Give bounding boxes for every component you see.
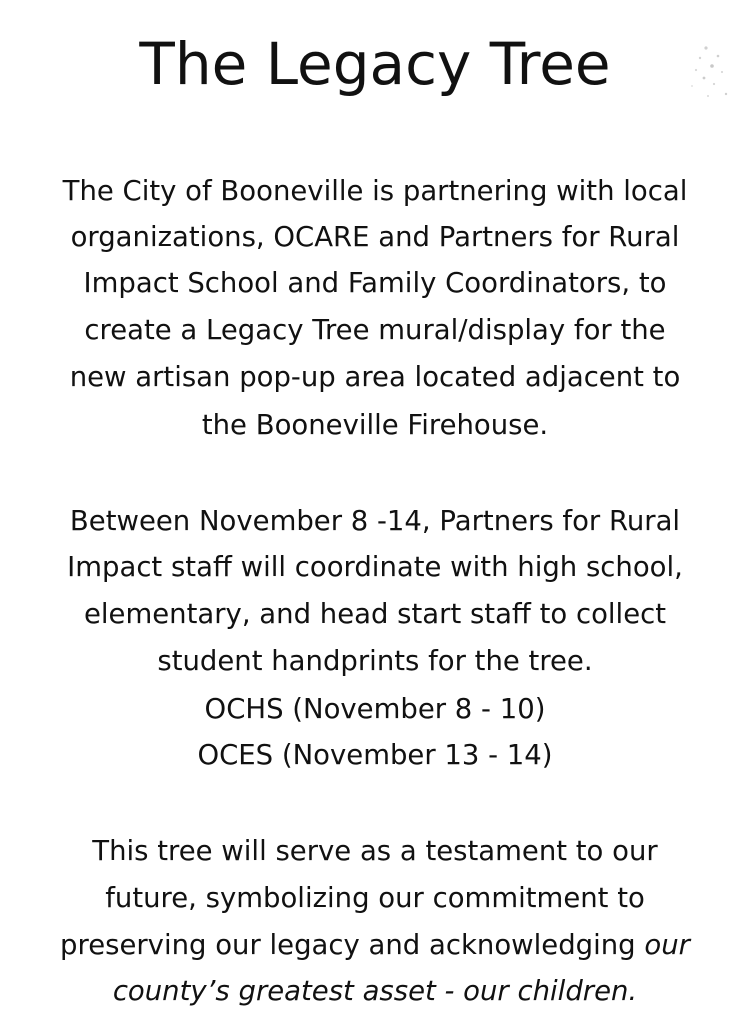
paragraph-3-line-3-plain: preserving our legacy and acknowledging [60, 929, 645, 961]
schedule-ochs: OCHS (November 8 - 10) [204, 693, 546, 725]
paragraph-1-line-4: create a Legacy Tree mural/display for the [84, 314, 666, 346]
paragraph-3-line-2: future, symbolizing our commitment to [105, 882, 645, 914]
paragraph-3-line-1: This tree will serve as a testament to our [92, 835, 658, 867]
schedule-oces: OCES (November 13 - 14) [197, 739, 553, 771]
paragraph-3-line-3 [0, 922, 750, 968]
paragraph-3-line-3-emphasis: our [644, 929, 690, 961]
page-title: The Legacy Tree [139, 30, 611, 98]
paragraph-3-line-4: county’s greatest asset - our children. [112, 975, 638, 1007]
paragraph-2-line-3: elementary, and head start staff to collect [83, 598, 667, 630]
paragraph-1-line-6: the Booneville Firehouse. [201, 409, 549, 441]
paragraph-1-line-2: organizations, OCARE and Partners for Rural [70, 221, 680, 253]
paragraph-1-line-3: Impact School and Family Coordinators, to [83, 267, 667, 299]
paragraph-2-line-2: Impact staff will coordinate with high school, [67, 551, 683, 583]
sparkle-icon [676, 36, 736, 106]
paragraph-2-line-4: student handprints for the tree. [157, 645, 593, 677]
paragraph-1-line-5: new artisan pop-up area located adjacent to [69, 361, 681, 393]
paragraph-2-line-1: Between November 8 -14, Partners for Rural [69, 505, 681, 537]
paragraph-1-line-1: The City of Booneville is partnering with local [62, 175, 688, 207]
